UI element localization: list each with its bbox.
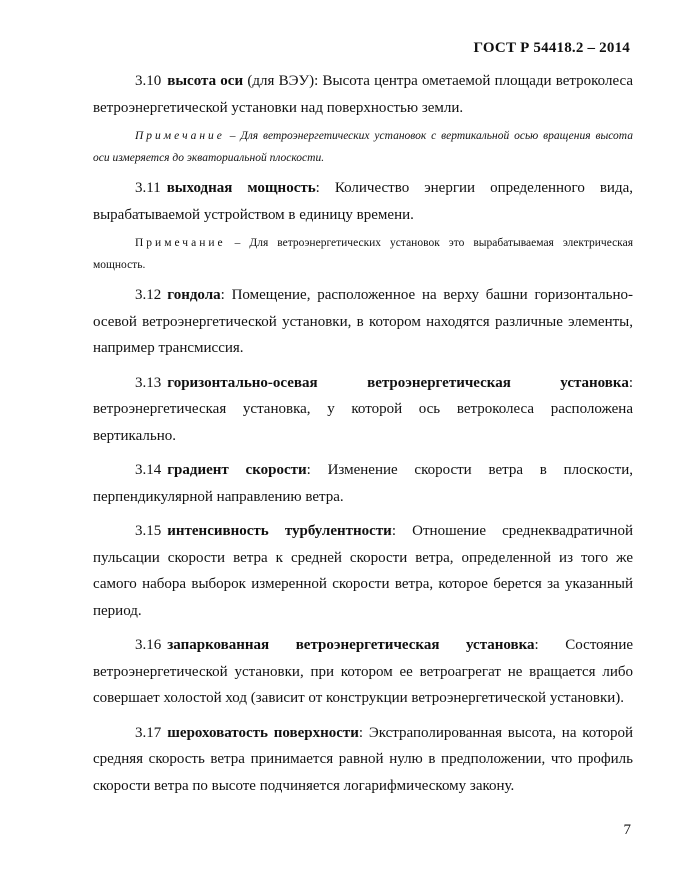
entry-definition: (для ВЭУ): Высота центра ометаемой площади ветроколеса ветроэнергетической установки над поверхностью земли. — [93, 73, 633, 116]
entry-definition: : — [628, 374, 633, 391]
entry-definition: : Количество энергии определенного вида, вырабатываемой устройством в единицу времени. — [93, 180, 633, 223]
note-3-10 — [93, 125, 633, 169]
entry-3-14 — [93, 457, 633, 510]
entry-number: 3.16 — [135, 637, 162, 653]
entry-number: 3.12 — [135, 287, 162, 303]
note-label: Примечание — [135, 237, 226, 249]
note-text: – Для ветроэнергетических установок это вырабатываемая электрическая мощность. — [93, 237, 633, 271]
entry-3-16 — [93, 632, 633, 712]
entry-3-12 — [93, 282, 633, 362]
entry-definition: ветроэнергетическая установка, у которой ось ветроколеса расположена вертикально. — [93, 401, 633, 444]
note-text: – Для ветроэнергетических установок с вертикальной осью вращения высота оси измеряется до экваториальной плоскости. — [93, 130, 633, 164]
entry-number: 3.17 — [135, 724, 162, 741]
document-body — [93, 68, 633, 807]
entry-3-13-line1 — [93, 370, 633, 397]
page-number: 7 — [623, 822, 631, 838]
entry-term: градиент скорости — [167, 462, 307, 478]
entry-term: выходная мощность — [166, 180, 316, 196]
entry-term: высота оси — [167, 73, 244, 89]
entry-definition: : Изменение скорости ветра в плоскости, перпендикулярной направлению ветра. — [93, 462, 634, 505]
entry-definition: : Отношение среднеквадратичной пульсации скорости ветра к средней скорости ветра, определенной из того же самого набора выборок измеренной скорости ветра, которое берется за указанный период. — [93, 523, 633, 619]
entry-term: шероховатость поверхности — [167, 724, 359, 741]
entry-3-13-line2 — [93, 396, 633, 449]
note-3-11 — [93, 232, 633, 276]
entry-term: запаркованная ветроэнергетическая установка — [167, 637, 535, 653]
entry-number: 3.13 — [135, 374, 162, 391]
document-header: ГОСТ Р 54418.2 – 2014 — [473, 40, 630, 56]
entry-definition: : Состояние ветроэнергетической установки, при котором ее ветроагрегат не вращается либо совершает холостой ход (зависит от конструкции ветроэнергетической установки). — [93, 637, 634, 706]
entry-number: 3.15 — [135, 523, 162, 539]
entry-3-11 — [93, 175, 633, 228]
entry-term: интенсивность турбулентности — [167, 523, 392, 539]
entry-number: 3.10 — [135, 73, 162, 89]
note-label: Примечание — [135, 130, 225, 142]
entry-3-15 — [93, 518, 633, 624]
entry-number: 3.11 — [135, 180, 161, 196]
entry-number: 3.14 — [135, 462, 162, 478]
entry-definition: : Помещение, расположенное на верху башни горизонтально-осевой ветроэнергетической установки, в котором находятся различные элементы, например трансмиссия. — [93, 287, 633, 356]
entry-definition: : Экстраполированная высота, на которой средняя скорость ветра принимается равной нулю в предположении, что профиль скорости ветра по высоте подчиняется логарифмическому закону. — [93, 724, 633, 794]
entry-term: гондола — [167, 287, 221, 303]
entry-3-17 — [93, 720, 633, 800]
entry-term: горизонтально-осевая ветроэнергетическая установка — [167, 374, 629, 391]
entry-3-10 — [93, 68, 633, 121]
